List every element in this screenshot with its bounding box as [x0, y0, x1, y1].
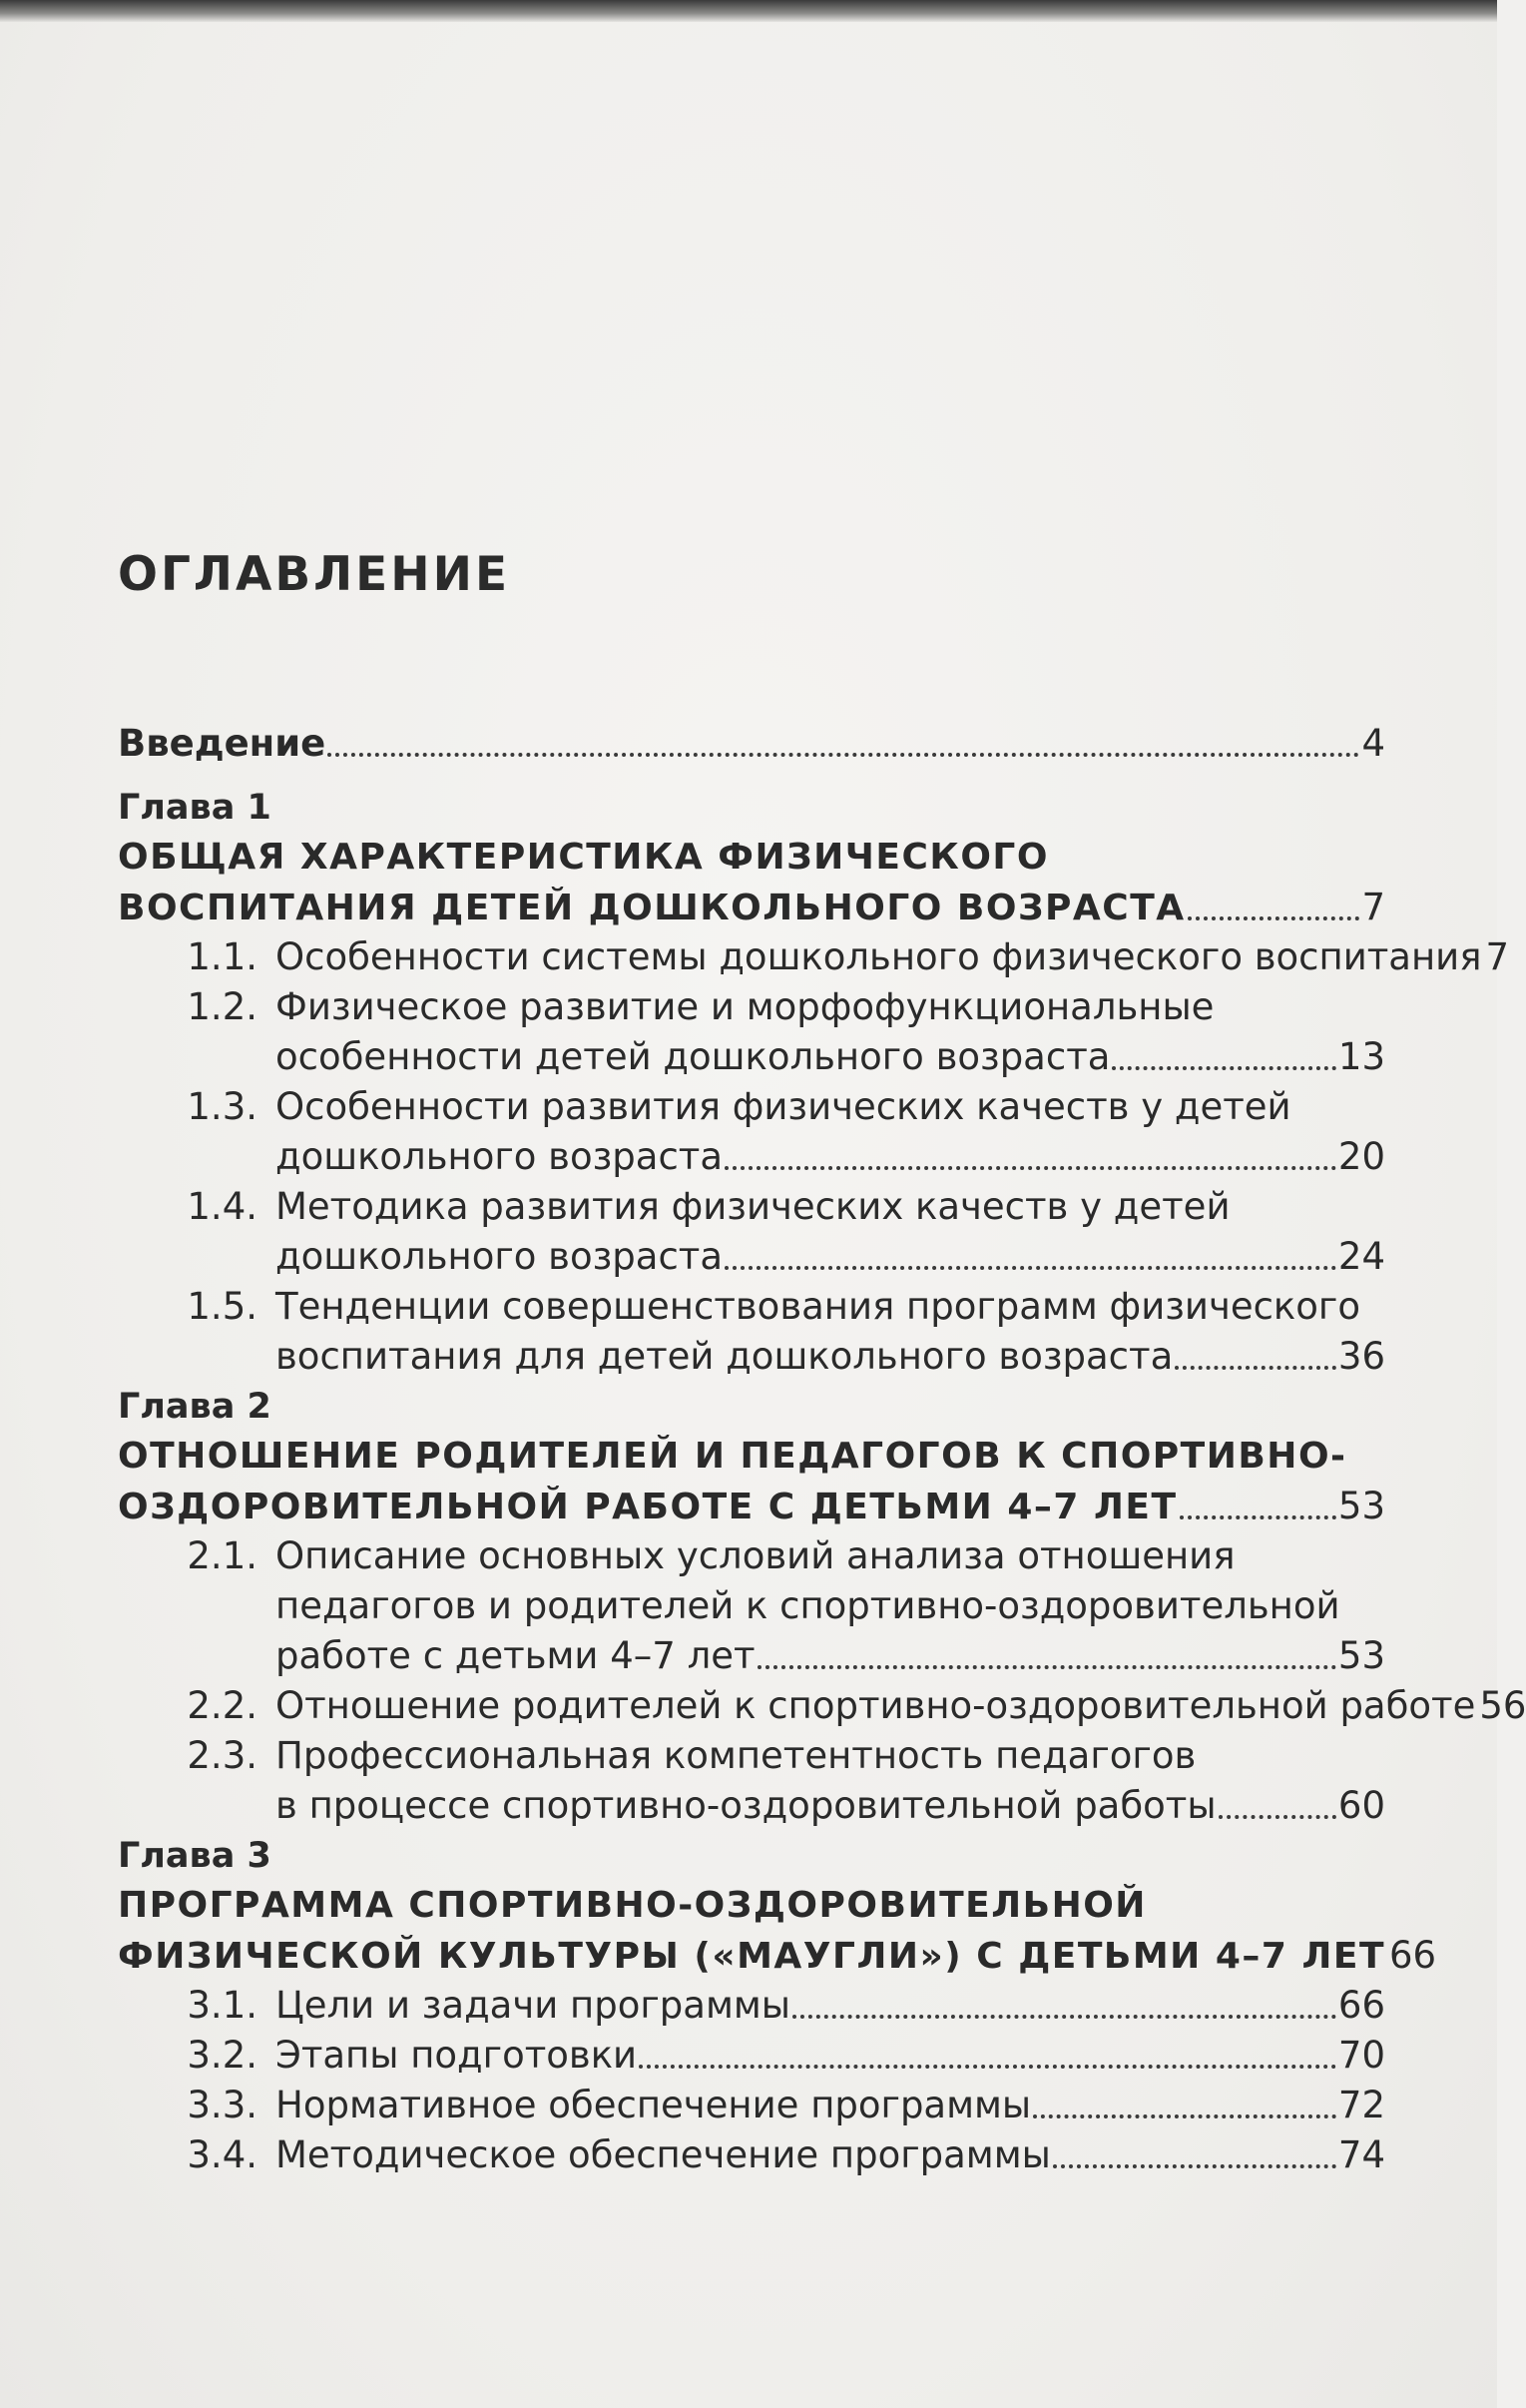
dot-leader [1219, 1815, 1336, 1819]
section-entry: 1.3. Особенности развития физических качеств у детей [187, 1085, 1291, 1128]
chapter-title-line: ФИЗИЧЕСКОЙ КУЛЬТУРЫ («МАУГЛИ») С ДЕТЬМИ 4–7 ЛЕТ 66 [118, 1934, 1437, 1977]
section-entry: 1.5. Тенденции совершенствования программ физического [187, 1285, 1360, 1328]
section-entry-cont: воспитания для детей дошкольного возраста 36 [275, 1335, 1385, 1378]
dot-leader [725, 1266, 1336, 1270]
section-entry: 1.4. Методика развития физических качеств у детей [187, 1185, 1231, 1228]
section-entry-cont: работе с детьми 4–7 лет 53 [275, 1634, 1385, 1677]
dot-leader [1188, 916, 1360, 920]
section-entry-cont: дошкольного возраста 20 [275, 1135, 1385, 1178]
dot-leader [639, 2065, 1336, 2069]
dot-leader [758, 1665, 1336, 1669]
dot-leader [1112, 1066, 1335, 1070]
dot-leader [792, 2015, 1336, 2019]
section-entry-cont: дошкольного возраста 24 [275, 1235, 1385, 1278]
chapter-title-line: ВОСПИТАНИЯ ДЕТЕЙ ДОШКОЛЬНОГО ВОЗРАСТА 7 [118, 886, 1385, 928]
chapter-title-line: ПРОГРАММА СПОРТИВНО-ОЗДОРОВИТЕЛЬНОЙ [118, 1885, 1147, 1926]
toc-entry-text: Введение [118, 722, 326, 765]
chapter-label: Глава 2 [118, 1387, 271, 1427]
section-entry-cont: педагогов и родителей к спортивно-оздоровительной [275, 1584, 1340, 1627]
section-entry: 2.2. Отношение родителей к спортивно-оздоровительной работе 56 [187, 1684, 1526, 1727]
dot-leader [1053, 2164, 1336, 2168]
dot-leader [725, 1166, 1336, 1170]
section-entry-cont: в процессе спортивно-оздоровительной работы 60 [275, 1784, 1385, 1827]
chapter-title-line: ОЗДОРОВИТЕЛЬНОЙ РАБОТЕ С ДЕТЬМИ 4–7 ЛЕТ 53 [118, 1485, 1385, 1527]
dot-leader [1180, 1515, 1336, 1519]
chapter-label: Глава 1 [118, 788, 271, 828]
section-entry: 2.1. Описание основных условий анализа отношения [187, 1534, 1236, 1577]
section-entry: 3.1. Цели и задачи программы 66 [187, 1984, 1385, 2027]
section-entry: 3.2. Этапы подготовки 70 [187, 2034, 1385, 2077]
section-entry: 3.3. Нормативное обеспечение программы 72 [187, 2084, 1385, 2126]
section-entry-cont: особенности детей дошкольного возраста 13 [275, 1035, 1385, 1078]
chapter-title-line: ОБЩАЯ ХАРАКТЕРИСТИКА ФИЗИЧЕСКОГО [118, 837, 1049, 878]
dot-leader [1175, 1366, 1336, 1370]
page-edge-shadow [0, 0, 1497, 22]
dot-leader [327, 753, 1359, 757]
chapter-title-line: ОТНОШЕНИЕ РОДИТЕЛЕЙ И ПЕДАГОГОВ К СПОРТИВНО- [118, 1436, 1347, 1477]
section-entry: 3.4. Методическое обеспечение программы 74 [187, 2133, 1385, 2176]
page-number: 4 [1361, 722, 1385, 765]
table-of-contents [118, 719, 1526, 2180]
toc-entry-intro [118, 719, 1385, 769]
section-entry: 1.2. Физическое развитие и морфофункциональные [187, 985, 1215, 1028]
page-title: ОГЛАВЛЕНИЕ [118, 547, 511, 602]
chapter-label: Глава 3 [118, 1836, 271, 1876]
section-entry: 2.3. Профессиональная компетентность педагогов [187, 1734, 1197, 1777]
section-entry: 1.1. Особенности системы дошкольного физического воспитания 7 [187, 935, 1510, 978]
dot-leader [1033, 2114, 1336, 2118]
